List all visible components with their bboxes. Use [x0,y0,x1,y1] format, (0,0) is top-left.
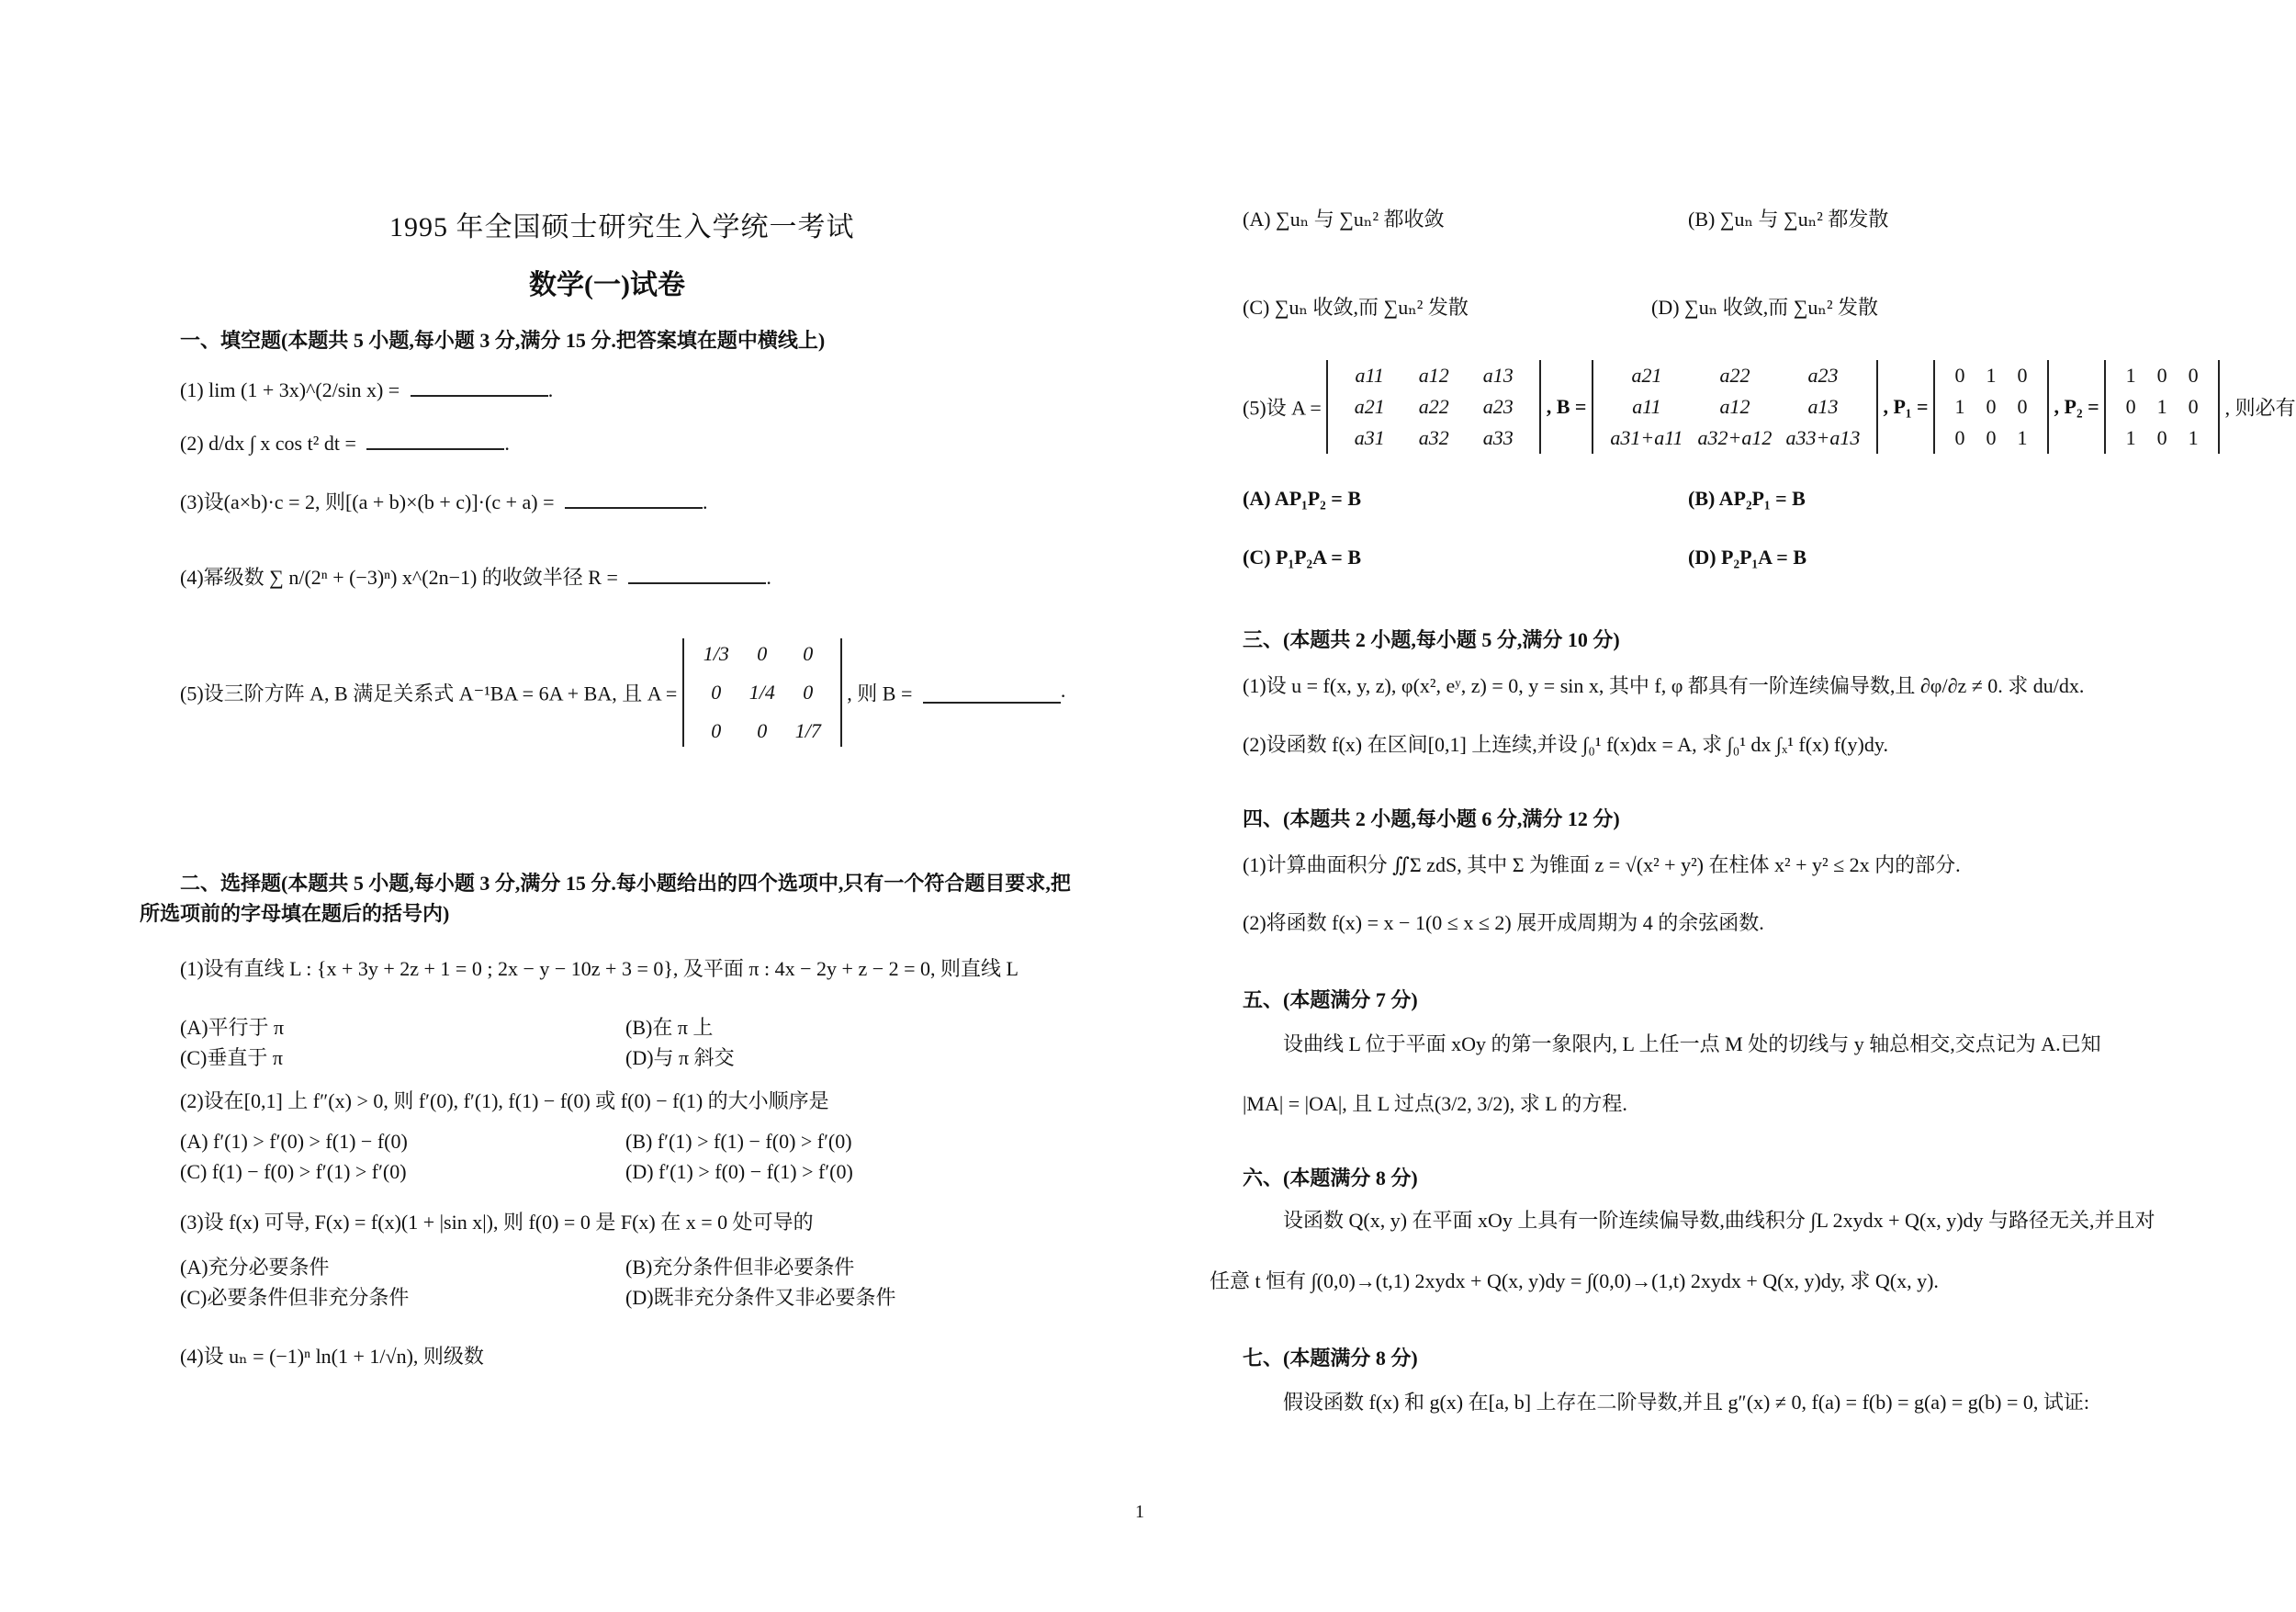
matrix-cell: a12 [1418,364,1449,387]
matrix-cell: a22 [1418,395,1449,418]
matrix-cell: a11 [1355,364,1384,387]
fill-question-3-text: (3)设(a×b)·c = 2, 则[(a + b)×(b + c)]·(c + a) = [180,490,555,513]
section-7-line-1: 假设函数 f(x) 和 g(x) 在[a, b] 上存在二阶导数,并且 g″(x) ≠ 0, f(a) = f(b) = g(a) = g(b) = 0, 试证: [1283,1391,2089,1414]
choice-2-option-a: (A) f′(1) > f′(0) > f(1) − f(0) [180,1130,408,1153]
fill-question-4-text: (4)幂级数 ∑ n/(2ⁿ + (−3)ⁿ) x^(2n−1) 的收敛半径 R = [180,566,618,589]
matrix-cell: 1/3 [703,642,729,665]
fill-question-2-text: (2) d/dx ∫ x cos t² dt = [180,432,356,455]
fill-question-1-text: (1) lim (1 + 3x)^(2/sin x) = [180,378,400,401]
section-3-question-1: (1)设 u = f(x, y, z), φ(x², eʸ, z) = 0, y = sin x, 其中 f, φ 都具有一阶连续偏导数,且 ∂φ/∂z ≠ 0. 求 du/dx. [1243,674,2085,697]
page-number: 1 [1135,1502,1144,1522]
matrix-cell: 1 [2017,426,2028,449]
matrix-cell: 1/4 [748,681,775,704]
matrix-cell: 0 [1986,426,1997,449]
section-3-heading: 三、(本题共 2 小题,每小题 5 分,满分 10 分) [1243,628,1620,651]
matrix-cell: a33 [1482,426,1514,449]
choice-2-option-d: (D) f′(1) > f(0) − f(1) > f′(0) [625,1160,853,1183]
matrix-cell: 0 [2017,395,2028,418]
matrix-cell: a22 [1719,364,1750,387]
choice-3-option-a: (A)充分必要条件 [180,1256,330,1279]
choice-question-5 [1243,360,2296,454]
choice-5-p2-label: , P₂ = [2054,395,2099,418]
fill-question-3: (3)设(a×b)·c = 2, 则[(a + b)×(b + c)]·(c + a) = . [180,487,708,515]
matrix-cell: 1 [1954,395,1965,418]
choice-5-p1-label: , P₁ = [1883,395,1929,418]
fill-question-2: (2) d/dx ∫ x cos t² dt = . [180,428,510,456]
matrix-cell: a13 [1482,364,1514,387]
choice-question-2: (2)设在[0,1] 上 f″(x) > 0, 则 f′(0), f′(1), f(1) − f(0) 或 f(0) − f(1) 的大小顺序是 [180,1089,829,1112]
matrix-cell: 1 [2125,364,2136,387]
choice-5-option-c: (C) P₁P₂A = B [1243,546,1361,569]
choice-4-option-b: (B) ∑uₙ 与 ∑uₙ² 都发散 [1688,208,1889,231]
matrix-cell: 0 [803,681,814,704]
choice-1-option-b: (B)在 π 上 [625,1016,714,1039]
choice-5-option-d: (D) P₂P₁A = B [1688,546,1806,569]
section-2-heading-line-2: 所选项前的字母填在题后的括号内) [140,902,450,925]
choice-3-option-b: (B)充分条件但非必要条件 [625,1256,855,1279]
choice-1-option-c: (C)垂直于 π [180,1046,283,1069]
fill-question-5: (5)设三阶方阵 A, B 满足关系式 A⁻¹BA = 6A + BA, 且 A = 1/3 0 0 0 1/4 0 0 0 1/7 , 则 B = . [180,638,1065,747]
fill-question-4: (4)幂级数 ∑ n/(2ⁿ + (−3)ⁿ) x^(2n−1) 的收敛半径 R = . [180,562,771,591]
matrix-cell: a21 [1631,364,1662,387]
choice-1-option-a: (A)平行于 π [180,1016,285,1039]
matrix-cell: a23 [1807,364,1839,387]
section-5-heading: 五、(本题满分 7 分) [1243,988,1418,1011]
matrix-cell: 0 [2017,364,2028,387]
matrix-cell: 0 [711,719,722,742]
matrix-cell: a13 [1807,395,1839,418]
matrix-cell: a32+a12 [1697,426,1773,449]
section-5-line-2: |MA| = |OA|, 且 L 过点(3/2, 3/2), 求 L 的方程. [1243,1092,1627,1115]
choice-question-4: (4)设 uₙ = (−1)ⁿ ln(1 + 1/√n), 则级数 [180,1345,484,1368]
matrix-cell: 0 [757,642,768,665]
choice-4-option-a: (A) ∑uₙ 与 ∑uₙ² 都收敛 [1243,208,1445,231]
section-4-question-2: (2)将函数 f(x) = x − 1(0 ≤ x ≤ 2) 展开成周期为 4 的余弦函数. [1243,911,1764,934]
choice-5-tail: , 则必有 [2224,396,2296,420]
choice-2-option-b: (B) f′(1) > f(1) − f(0) > f′(0) [625,1130,852,1153]
matrix-cell: 0 [2188,364,2199,387]
choice-4-option-d: (D) ∑uₙ 收敛,而 ∑uₙ² 发散 [1651,296,1879,319]
section-2-heading-line-1: 二、选择题(本题共 5 小题,每小题 3 分,满分 15 分.每小题给出的四个选项中,只有一个符合题目要求,把 [180,872,1071,895]
choice-3-option-d: (D)既非充分条件又非必要条件 [625,1286,896,1309]
choice-5-option-b: (B) AP₂P₁ = B [1688,487,1806,510]
section-6-heading: 六、(本题满分 8 分) [1243,1167,1418,1189]
matrix-cell: a12 [1719,395,1750,418]
answer-blank [565,487,703,509]
fill-question-5-tail: , 则 B = [847,682,913,705]
section-4-heading: 四、(本题共 2 小题,每小题 6 分,满分 12 分) [1243,807,1620,830]
matrix-cell: a11 [1632,395,1661,418]
matrix-cell: 0 [1986,395,1997,418]
exam-title: 1995 年全国硕士研究生入学统一考试 [389,212,855,242]
matrix-cell: 0 [2125,395,2136,418]
matrix-cell: a31+a11 [1610,426,1683,449]
choice-3-option-c: (C)必要条件但非充分条件 [180,1286,410,1309]
fill-question-1: (1) lim (1 + 3x)^(2/sin x) = . [180,375,553,402]
matrix-cell: a23 [1482,395,1514,418]
matrix-cell: 0 [1954,364,1965,387]
section-3-question-2: (2)设函数 f(x) 在区间[0,1] 上连续,并设 ∫₀¹ f(x)dx = A, 求 ∫₀¹ dx ∫ₓ¹ f(x) f(y)dy. [1243,733,1888,756]
matrix-cell: 0 [2156,364,2167,387]
choice-2-option-c: (C) f(1) − f(0) > f′(1) > f′(0) [180,1160,407,1183]
section-6-line-2: 任意 t 恒有 ∫(0,0)→(t,1) 2xydx + Q(x, y)dy = ∫(0,0)→(1,t) 2xydx + Q(x, y)dy, 求 Q(x, y). [1210,1269,1939,1292]
section-6-line-1: 设函数 Q(x, y) 在平面 xOy 上具有一阶连续偏导数,曲线积分 ∫L 2xydx + Q(x, y)dy 与路径无关,并且对 [1283,1209,2155,1232]
choice-5-option-a: (A) AP₁P₂ = B [1243,487,1361,510]
choice-1-option-d: (D)与 π 斜交 [625,1046,735,1069]
matrix-p2 [2104,360,2220,454]
matrix-cell: 1 [2156,395,2167,418]
choice-question-1: (1)设有直线 L : {x + 3y + 2z + 1 = 0 ; 2x − y − 10z + 3 = 0}, 及平面 π : 4x − 2y + z − 2 = 0, 则直线 L [180,957,1019,980]
fill-question-5-text: (5)设三阶方阵 A, B 满足关系式 A⁻¹BA = 6A + BA, 且 A = [180,682,678,705]
matrix-cell: 0 [803,642,814,665]
matrix-cell: a21 [1354,395,1385,418]
matrix-cell: a33+a13 [1785,426,1861,449]
answer-blank [411,375,548,397]
right-column [1210,0,2296,1612]
matrix-cell: 0 [2156,426,2167,449]
matrix-cell: 0 [757,719,768,742]
matrix-a-diagonal [682,638,842,747]
choice-4-option-c: (C) ∑uₙ 收敛,而 ∑uₙ² 发散 [1243,296,1469,319]
choice-question-3: (3)设 f(x) 可导, F(x) = f(x)(1 + |sin x|), 则 f(0) = 0 是 F(x) 在 x = 0 处可导的 [180,1211,814,1234]
matrix-cell: 0 [711,681,722,704]
left-column [140,0,1190,1612]
section-4-question-1: (1)计算曲面积分 ∬Σ zdS, 其中 Σ 为锥面 z = √(x² + y²) 在柱体 x² + y² ≤ 2x 内的部分. [1243,853,1961,876]
choice-5-lead: (5)设 A = [1243,396,1322,420]
answer-blank [628,562,766,584]
matrix-b [1592,360,1878,454]
section-7-heading: 七、(本题满分 8 分) [1243,1347,1418,1370]
matrix-cell: 1 [1986,364,1997,387]
matrix-p1 [1933,360,2049,454]
matrix-cell: 1 [2188,426,2199,449]
matrix-cell: 0 [2188,395,2199,418]
matrix-cell: a31 [1354,426,1385,449]
matrix-cell: 1 [2125,426,2136,449]
answer-blank [366,428,504,450]
matrix-cell: 0 [1954,426,1965,449]
exam-subtitle: 数学(一)试卷 [529,270,685,300]
answer-blank [923,682,1061,704]
matrix-a [1326,360,1541,454]
section-1-heading: 一、填空题(本题共 5 小题,每小题 3 分,满分 15 分.把答案填在题中横线上) [180,329,826,352]
matrix-cell: 1/7 [794,719,821,742]
matrix-cell: a32 [1418,426,1449,449]
choice-5-b-label: , B = [1546,395,1587,418]
section-5-line-1: 设曲线 L 位于平面 xOy 的第一象限内, L 上任一点 M 处的切线与 y 轴总相交,交点记为 A.已知 [1283,1032,2101,1055]
